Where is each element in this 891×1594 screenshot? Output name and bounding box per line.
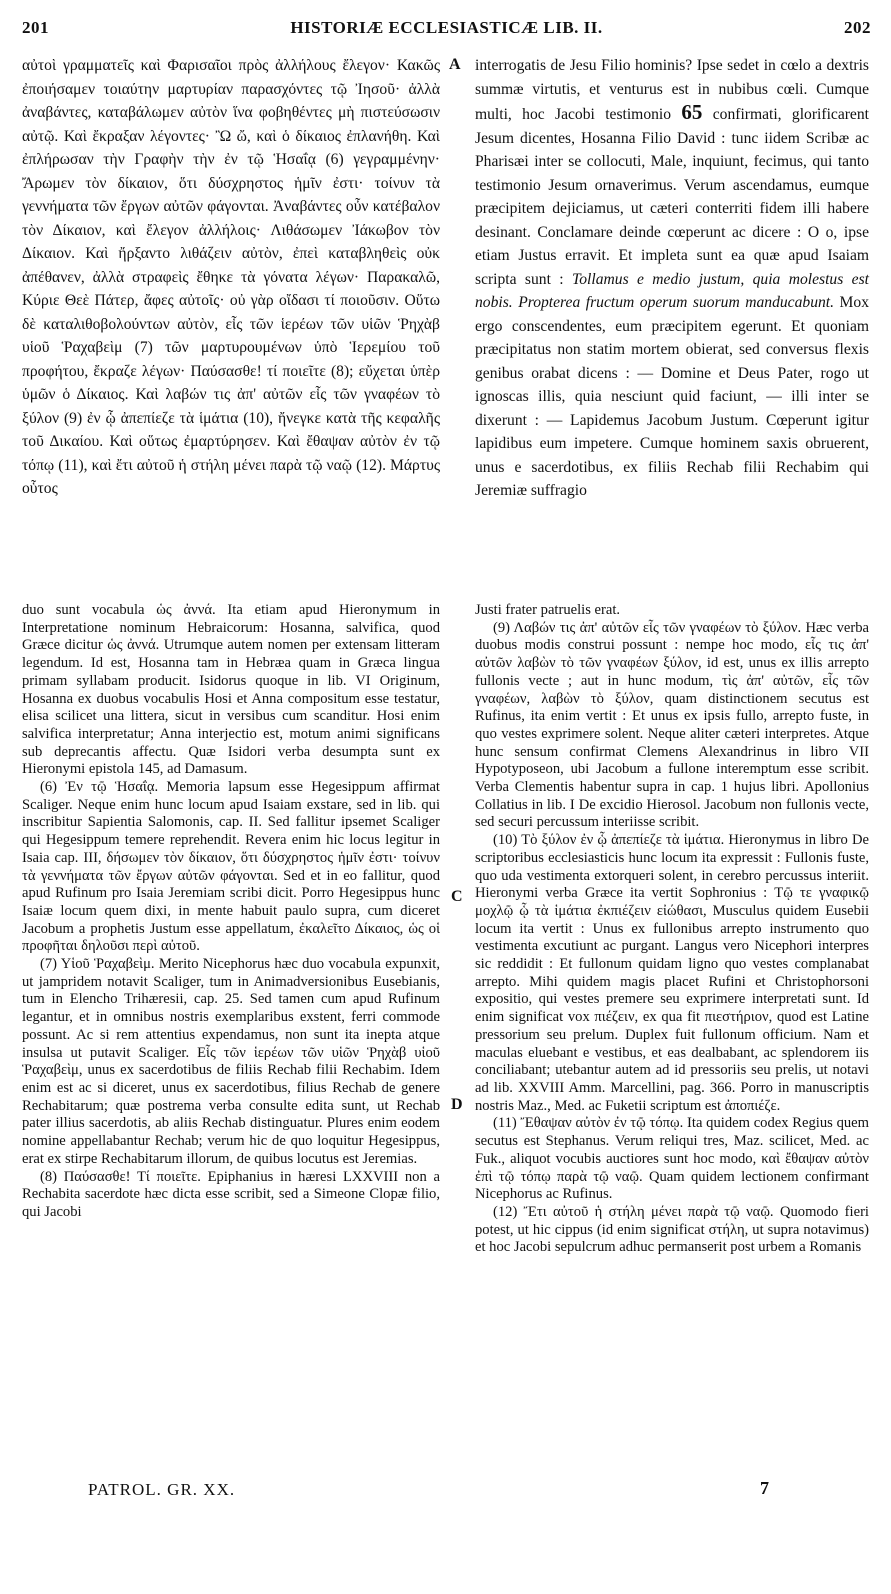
- latin-quote: Tollamus e medio justum, quia molestus est nobis. Propterea fructum operum suorum manducabunt.: [475, 270, 869, 311]
- series-footer: PATROL. GR. XX.: [88, 1480, 236, 1499]
- greek-text-column: [22, 54, 440, 501]
- note-paragraph: (9) Λαβών τις ἀπ' αὐτῶν εἷς τῶν γναφέων τὸ ξύλον. Hæc verba duobus modis construi possunt : nempe hoc modo, εἷς τις ἀπ' αὐτῶν λαβὼν τὸ τῶν γναφέων ξύλον, id est, unus ex illis arrepto fullonis vecte ; aut in hunc modum, τὶς ἀπ' αὐτῶν, εἷς τῶν γναφέων, λαβὼν τὸ ξύλον, quam distinctionem secutus est Rufinus, ita enim vertit : Et unus ex ipsis fullo, arrepto fuste, in quo vestes exprimere solent. Neque aliter cæteri interpretes. Atque hunc sensum confirmat Clemens Alexandrinus in libro VII Hypotyposeon, ubi Jacobum a fullone interemptum esse scribit. Verba Clementis habentur supra in cap. 1 hujus libri. Apollonius Collatius in lib. I De excidio Hierosol. Jacobum non fullonis vecte, sed securi percussum interiisse scribit.: [475, 619, 869, 831]
- latin-text-column: [475, 54, 869, 503]
- note-paragraph: duo sunt vocabula ὡς ἀννά. Ita etiam apud Hieronymum in Interpretatione nominum Hebraicorum: Hosanna, salvifica, quod Græce dicitur ὡς ἀννά. Utrumque autem nomen per extensam litteram legendum. Id est, Hosanna tam in Hebræa quam in Græca lingua primam syllabam producit. Isidorus quoque in lib. VI Originum, Hosanna ex duobus vocabulis Hosi et Anna compositum esse testatur, elisa scilicet una littera, sicut in versibus cum scanditur. Hosi enim salvifica interpretatur; Anna interjectio est, motum animi significans sub deprecantis affectu. Quæ Isidori verba desumpta sunt ex Hieronymi epistola 145, ad Damasum.: [22, 602, 440, 778]
- margin-letter-a: A: [449, 56, 461, 73]
- latin-text-part2: confirmati, glorificarent Jesum dicentes, Hosanna Filio David : tunc iidem Scribæ ac Pharisæi inter se collocuti, Male, inquiunt, fecimus, qui tanto testimonio Jesum ornaverimus. Verum ascendamus, eumque præcipitem dejiciamus, ut cæteri conterriti fidem illi habere desinant. Conclamare deinde cœperunt ac dicere : O o, ipse etiam Justus erravit. Et impleta sunt ea quæ apud Isaiam scripta sunt :: [475, 106, 869, 288]
- note-paragraph: (12) Ἔτι αὐτοῦ ἡ στήλη μένει παρὰ τῷ ναῷ. Quomodo fieri potest, ut hic cippus (id enim significat στήλη, ut supra notavimus) et hoc Jacobi sepulcrum adhuc permanserit post urbem a Romanis: [475, 1203, 869, 1256]
- latin-text: [475, 54, 869, 503]
- note-paragraph: (8) Παύσασθε! Τί ποιεῖτε. Epiphanius in hæresi LXXVIII non a Rechabita sacerdote hæc dicta esse scribit, sed a Simeone Clopæ filio, qui Jacobi: [22, 1168, 440, 1220]
- greek-text: αὐτοὶ γραμματεῖς καὶ Φαρισαῖοι πρὸς ἀλλήλους ἔλεγον· Κακῶς ἐποιήσαμεν τοιαύτην μαρτυρίαν παρασχόντες τῷ Ἰησοῦ· ἀλλὰ ἀναβάντες, καταβάλωμεν αὐτὸν ἵνα φοβηθέντες μὴ πιστεύσωσιν αὐτῷ. Καὶ ἔκραξαν λέγοντες· Ὢ ὤ, καὶ ὁ δίκαιος ἐπλανήθη. Καὶ ἐπλήρωσαν τὴν Γραφὴν τὴν ἐν τῷ Ἡσαΐᾳ (6) γεγραμμένην· Ἄρωμεν τὸν δίκαιον, ὅτι δύσχρηστος ἡμῖν ἐστι· τοίνυν τὰ γεννήματα τῶν ἔργων αὐτῶν φάγονται. Ἀναβάντες οὖν κατέβαλον τὸν Δίκαιον, καὶ ἔλεγον ἀλλήλοις· Λιθάσωμεν Ἰάκωβον τὸν Δίκαιον. Καὶ ἤρξαντο λιθάζειν αὐτὸν, ἐπεὶ καταβληθεὶς οὐκ ἀπέθανεν, ἀλλὰ στραφεὶς ἔθηκε τὰ γόνατα λέγων· Παρακαλῶ, Κύριε Θεὲ Πάτερ, ἄφες αὐτοῖς· οὐ γὰρ οἴδασι τί ποιοῦσιν. Οὕτω δὲ καταλιθοβολούντων αὐτὸν, εἷς τῶν ἱερέων τῶν υἱῶν Ῥηχὰβ υἱοῦ Ῥαχαβεὶμ (7) τῶν μαρτυρουμένων ὑπὸ Ἱερεμίου τοῦ προφήτου, ἔκραζε λέγων· Παύσασθε! τί ποιεῖτε (8); εὔχεται ὑπὲρ ὑμῶν ὁ Δίκαιος. Καὶ λαβών τις ἀπ' αὐτῶν εἷς τῶν γναφέων τὸ ξύλον (9) ἐν ᾧ ἀπεπίεζε τὰ ἱμάτια (10), ἤνεγκε κατὰ τῆς κεφαλῆς τοῦ Δικαίου. Καὶ οὕτως ἐμαρτύρησεν. Καὶ ἔθαψαν αὐτὸν ἐν τῷ τόπῳ (11), καὶ ἔτι αὐτοῦ ἡ στήλη μένει παρὰ τῷ ναῷ (12). Μάρτυς οὗτος: [22, 57, 440, 497]
- notes-column-right: [475, 602, 869, 1257]
- note-paragraph: (10) Τὸ ξύλον ἐν ᾧ ἀπεπίεζε τὰ ἱμάτια. Hieronymus in libro De scriptoribus ecclesiasticis hunc locum ita expressit : Fullonis fuste, quo uda vestimenta extorqueri solent, in cerebro percussus interiit. Hieronymi verba Græce ita vertit Sophronius : Τῷ τε γναφικῷ μοχλῷ ᾧ τὰ ἱμάτια ἐκπιέζειν εἰώθασι, Musculus quidem Eusebii locum ita vertit : Unus ex fullonibus arrepto instrumento quo vestimenta excutiunt ac purgant. Langus vero Nicephori interpres sic reddidit : Et fullonum quidam ligno quo vestes complanabat arrepto. Mihi quidem magis placet Rufini et Christophorsoni expositio, qui vestes premere seu exprimere interpretati sunt. Id enim significat vox πιέζειν, ex qua fit πιεστήριον, quod est Latine pressorium seu prelum. Duplex fuit fullonum officium. Nam et maculas eluebant e vestibus, et eas dealbabant, ac splendorem iis conciliabant; utebantur autem ad id pressoriis seu prelis, ut notavi ad lib. XXVIII Amm. Marcellini, pag. 366. Porro in manuscriptis nostris Maz., Med. ac Fuketii scriptum est ἀποπιέζε.: [475, 832, 869, 1114]
- notes-column-left: [22, 602, 440, 1222]
- note-paragraph: (11) Ἔθαψαν αὐτὸν ἐν τῷ τόπῳ. Ita quidem codex Regius quem secutus est Stephanus. Verum reliqui tres, Maz. scilicet, Med. ac Fuk., aliquot vocubis auctiores sunt hoc modo, καὶ ἔθαψαν αὐτὸν ἐπὶ τῷ τόπῳ παρὰ τῷ ναῷ. Quam quidem lectionem confirmant Nicephorus ac Rufinus.: [475, 1115, 869, 1203]
- note-paragraph: Justi frater patruelis erat.: [475, 602, 621, 618]
- signature-mark: 7: [760, 1478, 769, 1498]
- latin-text-part1: interrogatis de Jesu Filio hominis? Ipse sedet in cœlo a dextris summæ virtutis, et venturus est in nubibus cœli. Cumque multi, hoc Jacobi testimonio: [475, 57, 869, 123]
- page-number-right: 202: [844, 18, 871, 37]
- latin-text-part3: Mox ergo conscendentes, eum præcipitem egerunt. Et quoniam præcipitatus non statim mortem obierat, sed conversus flexis genibus orabat dicens : — Domine et Deus Pater, rogo ut ignoscas illis, quia nesciunt quid faciunt, — illi inter se dixerunt : — Lapidemus Jacobum Justum. Cœperunt igitur lapidibus eum impetere. Cumque hominem saxis obruerent, unus e sacerdotibus, ex filiis Rechab filii Rechabim qui Jeremiæ suffragio: [475, 294, 869, 499]
- page-header: [22, 18, 871, 42]
- page-number-left: 201: [22, 18, 49, 37]
- note-paragraph: (6) Ἐν τῷ Ἡσαΐᾳ. Memoria lapsum esse Hegesippum affirmat Scaliger. Neque enim hunc locum apud Isaiam exstare, sed in lib. qui inscribitur Sapientia Salomonis, cap. II. Sed fallitur ipsemet Scaliger qui Hegesippum temere reprehendit. Revera enim hic locus legitur in Isaia cap. III, δήσωμεν τὸν δίκαιον, ὅτι δύσχρηστος ἡμῖν ἐστι· τοίνυν τὰ γεννήματα τῶν ἔργων αὐτῶν φάγονται. Sed et in eo fallitur, quod apud Rufinum pro Isaia Jeremiam scribi dicit. Porro Hegesippus hunc Isaiæ locum quem dixi, in mente habuit paulo supra, cum diceret Jacobum a prophetis Justum esse appellatum, ἐκαλεῖτο Δίκαιος, ὡς οἱ προφῆται δηλοῦσι περὶ αὐτοῦ.: [22, 779, 440, 955]
- running-title: HISTORIÆ ECCLESIASTICÆ LIB. II.: [290, 18, 603, 37]
- margin-letter-d: D: [451, 1096, 463, 1113]
- margin-letter-c: C: [451, 888, 463, 905]
- column-number: 65: [681, 100, 703, 124]
- note-paragraph: (7) Υἱοῦ Ῥαχαβεὶμ. Merito Nicephorus hæc duo vocabula expunxit, ut jampridem notavit Scaliger, tum in Animadversionibus Eusebianis, tum in Elencho Trihæresii, cap. 25. Sed tamen cum apud Rufinum legantur, et in omnibus nostris exemplaribus exstent, ferri commode possunt. Ac si rem attentius expendamus, non sunt ita inepta atque insulsa ut putavit Scaliger. Εἷς τῶν ἱερέων τῶν υἱῶν Ῥηχὰβ υἱοῦ Ῥαχαβεὶμ, unus ex sacerdotibus de filiis Rechab filii Rechabim. Idem enim est ac si diceret, unus ex sacerdotibus, filius Rechab de genere Rechabitarum; quæ postrema verba consulte edita sunt, ut Rechab pater illius sacerdotis, ab aliis Rechab distinguatur. Plures enim eodem nomine appellabantur Rechab; verum hic de quo loquitur Hegesippus, erat ex stirpe Rechabitarum illorum, de quibus locutus est Jeremias.: [22, 956, 440, 1167]
